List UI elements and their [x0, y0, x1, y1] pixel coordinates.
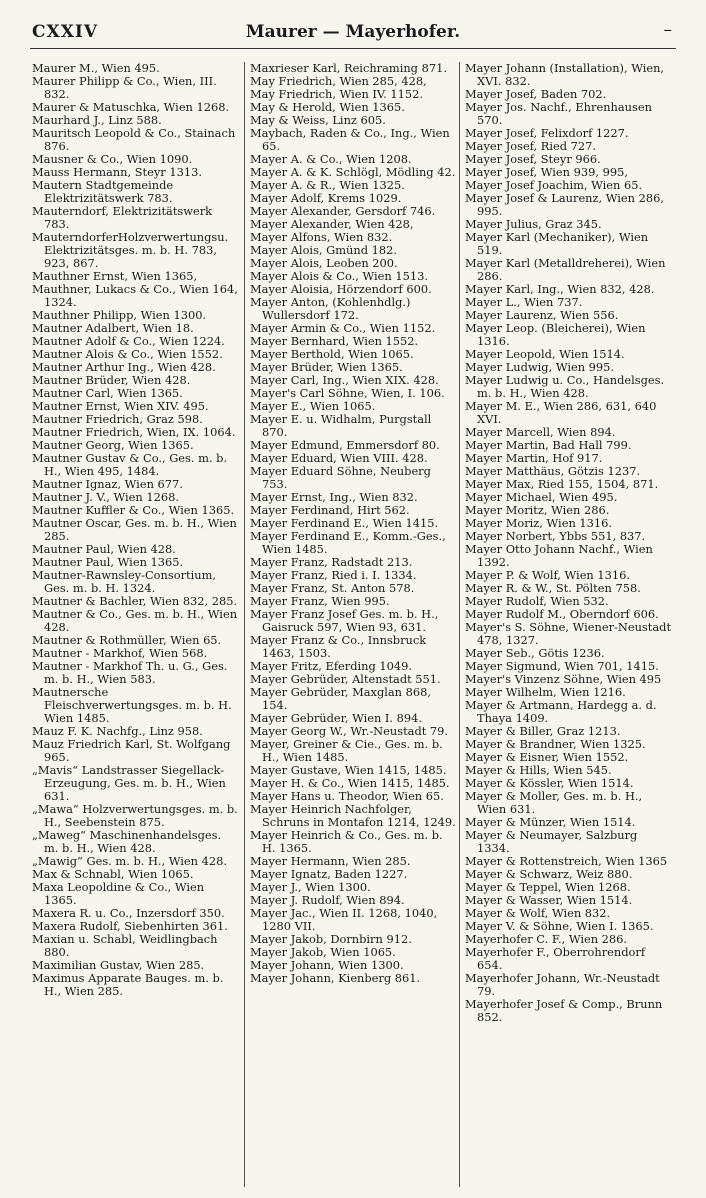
directory-entry: Mayer & Biller, Graz 1213.: [465, 724, 621, 738]
directory-entry: Mautner Georg, Wien 1365.: [32, 438, 194, 452]
directory-entry: May Friedrich, Wien 285, 428,: [250, 74, 427, 88]
directory-entry: Mausner & Co., Wien 1090.: [32, 152, 193, 166]
directory-entry: Mayer H. & Co., Wien 1415, 1485.: [250, 776, 450, 790]
directory-entry: Mayerhofer C. F., Wien 286.: [465, 932, 628, 946]
directory-entry: Mautner Paul, Wien 1365.: [32, 555, 184, 569]
directory-entry: Mayer Eduard, Wien VIII. 428.: [250, 451, 428, 465]
directory-entry: Mayer Josef & Laurenz, Wien 286, 995.: [465, 191, 664, 218]
directory-entry: Mayer Ludwig, Wien 995.: [465, 360, 615, 374]
directory-entry: Mayer Georg W., Wr.-Neustadt 79.: [250, 724, 449, 738]
directory-entry: Mayer Armin & Co., Wien 1152.: [250, 321, 436, 335]
directory-entry: Mayer Heinrich Nachfolger, Schruns in Montafon 1214, 1249.: [250, 802, 456, 829]
directory-entry: Mayer Alexander, Gersdorf 746.: [250, 204, 436, 218]
directory-entry: Mayer & Neumayer, Salzburg 1334.: [465, 828, 638, 855]
directory-entry: Maximilian Gustav, Wien 285.: [32, 958, 205, 972]
directory-entry: Mayer Josef Joachim, Wien 65.: [465, 178, 643, 192]
directory-entry: Mayer Gebrüder, Wien I. 894.: [250, 711, 423, 725]
directory-entry: Mautnersche Fleischverwertungsges. m. b. H. Wien 1485.: [32, 685, 232, 725]
directory-entry: Mayer & Wasser, Wien 1514.: [465, 893, 633, 907]
directory-entry: Mayer Rudolf M., Oberndorf 606.: [465, 607, 659, 621]
directory-entry: Maurer & Matuschka, Wien 1268.: [32, 100, 230, 114]
directory-entry: Mayer V. & Söhne, Wien I. 1365.: [465, 919, 654, 933]
directory-entry: Mayer & Münzer, Wien 1514.: [465, 815, 636, 829]
directory-entry: Maxrieser Karl, Reichraming 871.: [250, 62, 447, 75]
directory-entry: Mautner Kuffler & Co., Wien 1365.: [32, 503, 235, 517]
directory-entry: Mayer Karl (Metalldreherei), Wien 286.: [465, 256, 666, 283]
directory-entry: Mayerhofer F., Oberrohrendorf 654.: [465, 945, 646, 972]
directory-entry: Mayer Hans u. Theodor, Wien 65.: [250, 789, 444, 803]
directory-entry: Mayer Berthold, Wien 1065.: [250, 347, 414, 361]
directory-entry: Mautner - Markhof Th. u. G., Ges. m. b. H., Wien 583.: [32, 659, 228, 686]
directory-entry: Mayer Alexander, Wien 428,: [250, 217, 414, 231]
directory-entry: Mayer Alois, Leoben 200.: [250, 256, 398, 270]
directory-entry: Mayer Edmund, Emmersdorf 80.: [250, 438, 440, 452]
directory-entry: Mautner Arthur Ing., Wien 428.: [32, 360, 216, 374]
directory-entry: Mautner Friedrich, Wien, IX. 1064.: [32, 425, 236, 439]
directory-entry: Mayer A. & R., Wien 1325.: [250, 178, 405, 192]
directory-entry: Mayer's S. Söhne, Wiener-Neustadt 478, 1327.: [465, 620, 671, 647]
directory-entry: „Mavis“ Landstrasser Siegellack-Erzeugung, Ges. m. b. H., Wien 631.: [32, 763, 226, 803]
directory-entry: Mayer Bernhard, Wien 1552.: [250, 334, 419, 348]
directory-entry: Mayer J., Wien 1300.: [250, 880, 371, 894]
directory-entry: Mayer & Hills, Wien 545.: [465, 763, 612, 777]
directory-entry: Maxian u. Schabl, Weidlingbach 880.: [32, 932, 218, 959]
directory-entry: Mayer Alois & Co., Wien 1513.: [250, 269, 428, 283]
directory-entry: Mayer & Brandner, Wien 1325.: [465, 737, 646, 751]
directory-entry: Mayer & Schwarz, Weiz 880.: [465, 867, 633, 881]
directory-entry: Maurer Philipp & Co., Wien, III. 832.: [32, 74, 217, 101]
directory-entry: Mautner Alois & Co., Wien 1552.: [32, 347, 223, 361]
directory-entry: Maxa Leopoldine & Co., Wien 1365.: [32, 880, 205, 907]
directory-entry: Mayer Johann (Installation), Wien, XVI. 832.: [465, 62, 665, 88]
directory-entry: Mayer Josef, Ried 727.: [465, 139, 596, 153]
directory-entry: Mayer & Eisner, Wien 1552.: [465, 750, 629, 764]
directory-entry: Mayer Aloisia, Hörzendorf 600.: [250, 282, 432, 296]
directory-entry: Mautner Paul, Wien 428.: [32, 542, 176, 556]
directory-entry: Mayer Eduard Söhne, Neuberg 753.: [250, 464, 431, 491]
directory-entry: Mayer Wilhelm, Wien 1216.: [465, 685, 626, 699]
directory-entry: Mayer Ferdinand, Hirt 562.: [250, 503, 410, 517]
directory-entry: Mayer Franz Josef Ges. m. b. H., Gaisruck 597, Wien 93, 631.: [250, 607, 439, 634]
directory-entry: Mautner Ernst, Wien XIV. 495.: [32, 399, 209, 413]
directory-entry: Mayer Michael, Wien 495.: [465, 490, 618, 504]
directory-entry: Mayer Marcell, Wien 894.: [465, 425, 616, 439]
directory-entry: Mayer Rudolf, Wien 532.: [465, 594, 609, 608]
directory-entry: Mayer & Rottenstreich, Wien 1365: [465, 854, 668, 868]
directory-entry: Mayer Leop. (Bleicherei), Wien 1316.: [465, 321, 646, 348]
directory-entry: Mayer Ignatz, Baden 1227.: [250, 867, 408, 881]
directory-entry: Mautner Adalbert, Wien 18.: [32, 321, 194, 335]
directory-entry: Mayer Adolf, Krems 1029.: [250, 191, 402, 205]
directory-column-1: [32, 62, 238, 1187]
directory-entry: Maxera Rudolf, Siebenhirten 361.: [32, 919, 228, 933]
directory-entry: Mayer & Kössler, Wien 1514.: [465, 776, 634, 790]
directory-entry: Mayer Jos. Nachf., Ehrenhausen 570.: [465, 100, 652, 127]
directory-entry: Max & Schnabl, Wien 1065.: [32, 867, 194, 881]
directory-entry: Mauthner Ernst, Wien 1365,: [32, 269, 198, 283]
directory-entry: Mayer's Carl Söhne, Wien, I. 106.: [250, 386, 445, 400]
directory-entry: MauterndorferHolzverwertungsu. Elektrizitätsges. m. b. H. 783, 923, 867.: [32, 230, 229, 270]
directory-entry: Mayer Heinrich & Co., Ges. m. b. H. 1365.: [250, 828, 443, 855]
directory-entry: Mauritsch Leopold & Co., Stainach 876.: [32, 126, 236, 153]
directory-entry: Mayer Josef, Baden 702.: [465, 87, 607, 101]
directory-entry: Mautner-Rawnsley-Consortium, Ges. m. b. H. 1324.: [32, 568, 217, 595]
directory-entry: Mayer J. Rudolf, Wien 894.: [250, 893, 405, 907]
directory-entry: Mautner Friedrich, Graz 598.: [32, 412, 203, 426]
directory-entry: Mayer E., Wien 1065.: [250, 399, 376, 413]
directory-entry: Mayer Otto Johann Nachf., Wien 1392.: [465, 542, 653, 569]
column-divider: [459, 62, 460, 1187]
directory-entry: Mayer Ferdinand E., Wien 1415.: [250, 516, 439, 530]
directory-entry: Mautner Oscar, Ges. m. b. H., Wien 285.: [32, 516, 237, 543]
directory-entry: Mayerhofer Josef & Comp., Brunn 852.: [465, 997, 663, 1024]
directory-entry: Mayer Franz, Wien 995.: [250, 594, 390, 608]
directory-entry: Mautner & Bachler, Wien 832, 285.: [32, 594, 238, 608]
directory-entry: Mayer Ferdinand E., Komm.-Ges., Wien 1485.: [250, 529, 446, 556]
directory-entry: Mayer Laurenz, Wien 556.: [465, 308, 619, 322]
directory-entry: Mayer E. u. Widhalm, Purgstall 870.: [250, 412, 432, 439]
directory-entry: Mayer Franz, Ried i. I. 1334.: [250, 568, 417, 582]
directory-entry: Mayer Martin, Bad Hall 799.: [465, 438, 632, 452]
directory-entry: Mauthner, Lukacs & Co., Wien 164, 1324.: [32, 282, 238, 309]
directory-entry: Mayer Alfons, Wien 832.: [250, 230, 393, 244]
directory-entry: Mayer A. & Co., Wien 1208.: [250, 152, 412, 166]
page-number: CXXIV: [32, 22, 99, 42]
directory-entry: Mayer Franz, Radstadt 213.: [250, 555, 413, 569]
directory-entry: Maximus Apparate Bauges. m. b. H., Wien 285.: [32, 971, 224, 998]
directory-entry: Mayer Gustave, Wien 1415, 1485.: [250, 763, 447, 777]
directory-entry: Mayer, Greiner & Cie., Ges. m. b. H., Wien 1485.: [250, 737, 443, 764]
directory-entry: Mayer Moritz, Wien 286.: [465, 503, 610, 517]
directory-entry: Mayer Josef, Felixdorf 1227.: [465, 126, 629, 140]
directory-column-2: [250, 62, 456, 1187]
directory-entry: Mauthner Philipp, Wien 1300.: [32, 308, 207, 322]
directory-entry: May & Weiss, Linz 605.: [250, 113, 386, 127]
directory-entry: Maurhard J., Linz 588.: [32, 113, 162, 127]
directory-entry: Mautner & Rothmüller, Wien 65.: [32, 633, 222, 647]
directory-entry: Mayer Johann, Kienberg 861.: [250, 971, 421, 985]
directory-entry: Mayer Ludwig u. Co., Handelsges. m. b. H., Wien 428.: [465, 373, 665, 400]
directory-entry: Mautner & Co., Ges. m. b. H., Wien 428.: [32, 607, 238, 634]
page-title: Maurer — Mayerhofer.: [245, 22, 461, 42]
page-header: [30, 12, 676, 49]
header-mark: –: [663, 20, 672, 40]
directory-entry: Mayer M. E., Wien 286, 631, 640 XVI.: [465, 399, 657, 426]
directory-entry: Mayer & Wolf, Wien 832.: [465, 906, 611, 920]
directory-entry: Mayer Fritz, Eferding 1049.: [250, 659, 413, 673]
directory-entry: Mayer's Vinzenz Söhne, Wien 495: [465, 672, 662, 686]
directory-entry: Mayer Franz, St. Anton 578.: [250, 581, 415, 595]
directory-entry: Mayer Jac., Wien II. 1268, 1040, 1280 VII.: [250, 906, 438, 933]
directory-entry: Mayer R. & W., St. Pölten 758.: [465, 581, 641, 595]
directory-entry: Mayer Moriz, Wien 1316.: [465, 516, 613, 530]
directory-entry: Mautern Stadtgemeinde Elektrizitätswerk 783.: [32, 178, 174, 205]
directory-entry: Mayer Gebrüder, Maxglan 868, 154.: [250, 685, 431, 712]
directory-entry: Mayer Matthäus, Götzis 1237.: [465, 464, 641, 478]
directory-entry: Mautner Gustav & Co., Ges. m. b. H., Wien 495, 1484.: [32, 451, 228, 478]
directory-entry: Mayer Sigmund, Wien 701, 1415.: [465, 659, 659, 673]
directory-entry: Mayer Josef, Wien 939, 995,: [465, 165, 628, 179]
directory-entry: Mauss Hermann, Steyr 1313.: [32, 165, 202, 179]
directory-entry: Mayer A. & K. Schlögl, Mödling 42.: [250, 165, 456, 179]
directory-entry: Mayer Brüder, Wien 1365.: [250, 360, 403, 374]
directory-entry: Mautner - Markhof, Wien 568.: [32, 646, 208, 660]
directory-entry: Mayer Josef, Steyr 966.: [465, 152, 601, 166]
directory-entry: Mautner J. V., Wien 1268.: [32, 490, 179, 504]
directory-entry: Mayer Max, Ried 155, 1504, 871.: [465, 477, 659, 491]
directory-entry: Mayer Julius, Graz 345.: [465, 217, 602, 231]
directory-entry: Mayer Leopold, Wien 1514.: [465, 347, 625, 361]
directory-entry: Mayer Seb., Götis 1236.: [465, 646, 605, 660]
directory-entry: Mauz F. K. Nachfg., Linz 958.: [32, 724, 203, 738]
directory-entry: Mayer Karl, Ing., Wien 832, 428.: [465, 282, 655, 296]
directory-entry: Mayer Anton, (Kohlenhdlg.) Wullersdorf 172.: [250, 295, 411, 322]
directory-entry: Mayer & Artmann, Hardegg a. d. Thaya 1409.: [465, 698, 657, 725]
directory-entry: Mayer Hermann, Wien 285.: [250, 854, 411, 868]
directory-entry: Maxera R. u. Co., Inzersdorf 350.: [32, 906, 225, 920]
directory-entry: Mauz Friedrich Karl, St. Wolfgang 965.: [32, 737, 231, 764]
directory-entry: Mautner Ignaz, Wien 677.: [32, 477, 183, 491]
directory-entry: Maybach, Raden & Co., Ing., Wien 65.: [250, 126, 450, 153]
directory-entry: Mayer Jakob, Wien 1065.: [250, 945, 396, 959]
directory-entry: „Mawa“ Holzverwertungsges. m. b. H., Seebenstein 875.: [32, 802, 238, 829]
directory-entry: Mayer Jakob, Dornbirn 912.: [250, 932, 412, 946]
directory-column-3: [465, 62, 671, 1187]
directory-entry: Mayer Johann, Wien 1300.: [250, 958, 404, 972]
directory-entry: Mayer & Teppel, Wien 1268.: [465, 880, 631, 894]
directory-entry: Mayer Ernst, Ing., Wien 832.: [250, 490, 418, 504]
directory-entry: Mayer Norbert, Ybbs 551, 837.: [465, 529, 646, 543]
directory-entry: Mautner Brüder, Wien 428.: [32, 373, 191, 387]
directory-entry: Mautner Carl, Wien 1365.: [32, 386, 183, 400]
directory-entry: Mayer Gebrüder, Altenstadt 551.: [250, 672, 441, 686]
directory-entry: May & Herold, Wien 1365.: [250, 100, 405, 114]
directory-entry: Mayer P. & Wolf, Wien 1316.: [465, 568, 630, 582]
directory-entry: Mautner Adolf & Co., Wien 1224.: [32, 334, 225, 348]
directory-entry: Mayer Karl (Mechaniker), Wien 519.: [465, 230, 649, 257]
directory-entry: Maurer M., Wien 495.: [32, 62, 160, 75]
directory-entry: „Mawig“ Ges. m. b. H., Wien 428.: [32, 854, 227, 868]
directory-entry: Mayer Franz & Co., Innsbruck 1463, 1503.: [250, 633, 427, 660]
directory-entry: Mayer Alois, Gmünd 182.: [250, 243, 397, 257]
directory-entry: Mayer Carl, Ing., Wien XIX. 428.: [250, 373, 439, 387]
directory-entry: „Maweg“ Maschinenhandelsges. m. b. H., Wien 428.: [32, 828, 222, 855]
column-divider: [244, 62, 245, 1187]
directory-entry: May Friedrich, Wien IV. 1152.: [250, 87, 424, 101]
directory-entry: Mayer Martin, Hof 917.: [465, 451, 603, 465]
directory-entry: Mayerhofer Johann, Wr.-Neustadt 79.: [465, 971, 660, 998]
directory-entry: Mayer L., Wien 737.: [465, 295, 583, 309]
directory-entry: Mauterndorf, Elektrizitätswerk 783.: [32, 204, 213, 231]
directory-entry: Mayer & Moller, Ges. m. b. H., Wien 631.: [465, 789, 643, 816]
